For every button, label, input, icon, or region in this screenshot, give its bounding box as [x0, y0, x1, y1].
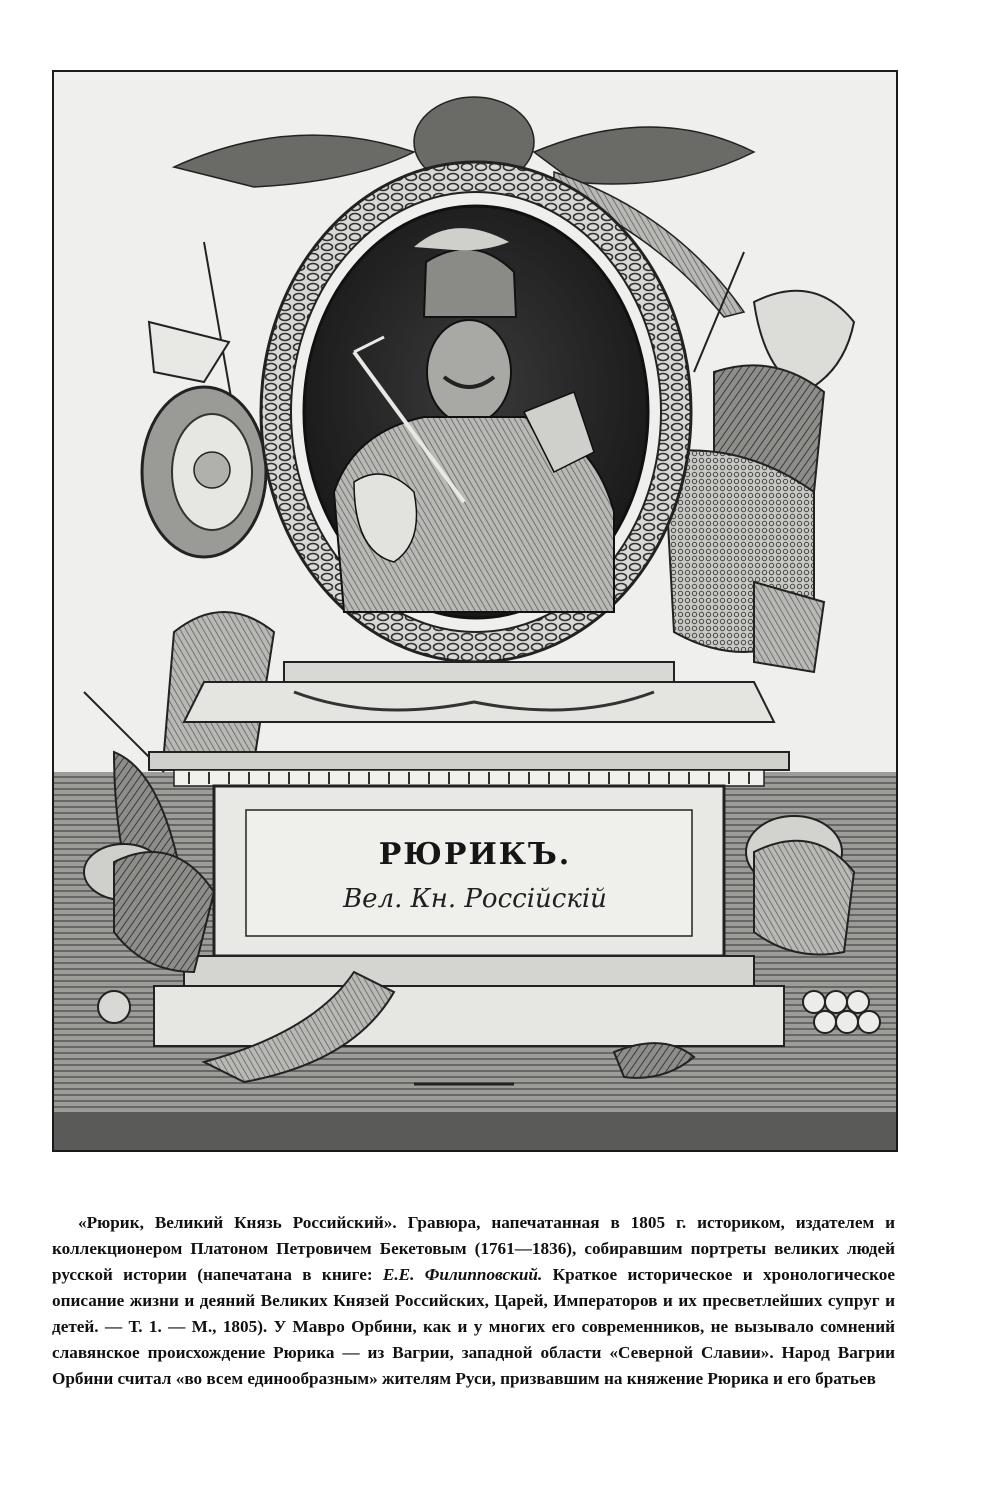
- figure-caption: [52, 1210, 895, 1392]
- caption-author: Е.Е. Филипповский.: [382, 1265, 543, 1285]
- caption-part1: «Рюрик, Великий Князь Российский». Гравюра, напечатанная в 1805 г. историком, издателем и коллекционером Платоном Петровичем Бекетовым (1761—1836), собиравшим портреты великих людей русской истории (напечатана в книге:: [52, 1213, 895, 1285]
- caption-part2: Краткое историческое и хронологическое описание жизни и деяний Великих Князей Российских, Царей, Императоров и их пресветлейших супруг и детей. — Т. 1. — М., 1805). У Мавро Орбини, как и у многих его современников, не вызывало сомнений славянское происхождение Рюрика — из Вагрии, западной области «Северной Славии». Народ Вагрии Орбини считал «во всем единообразным» жителям Руси, призвавшим на княжение Рюрика и его братьев: [52, 1265, 896, 1389]
- engraving-plate: [52, 70, 898, 1152]
- plaque-subtitle: Вел. Кн. Россiйскiй: [343, 884, 607, 914]
- engraving-image: [54, 72, 896, 1150]
- plaque-title: РЮРИКЪ.: [378, 837, 572, 872]
